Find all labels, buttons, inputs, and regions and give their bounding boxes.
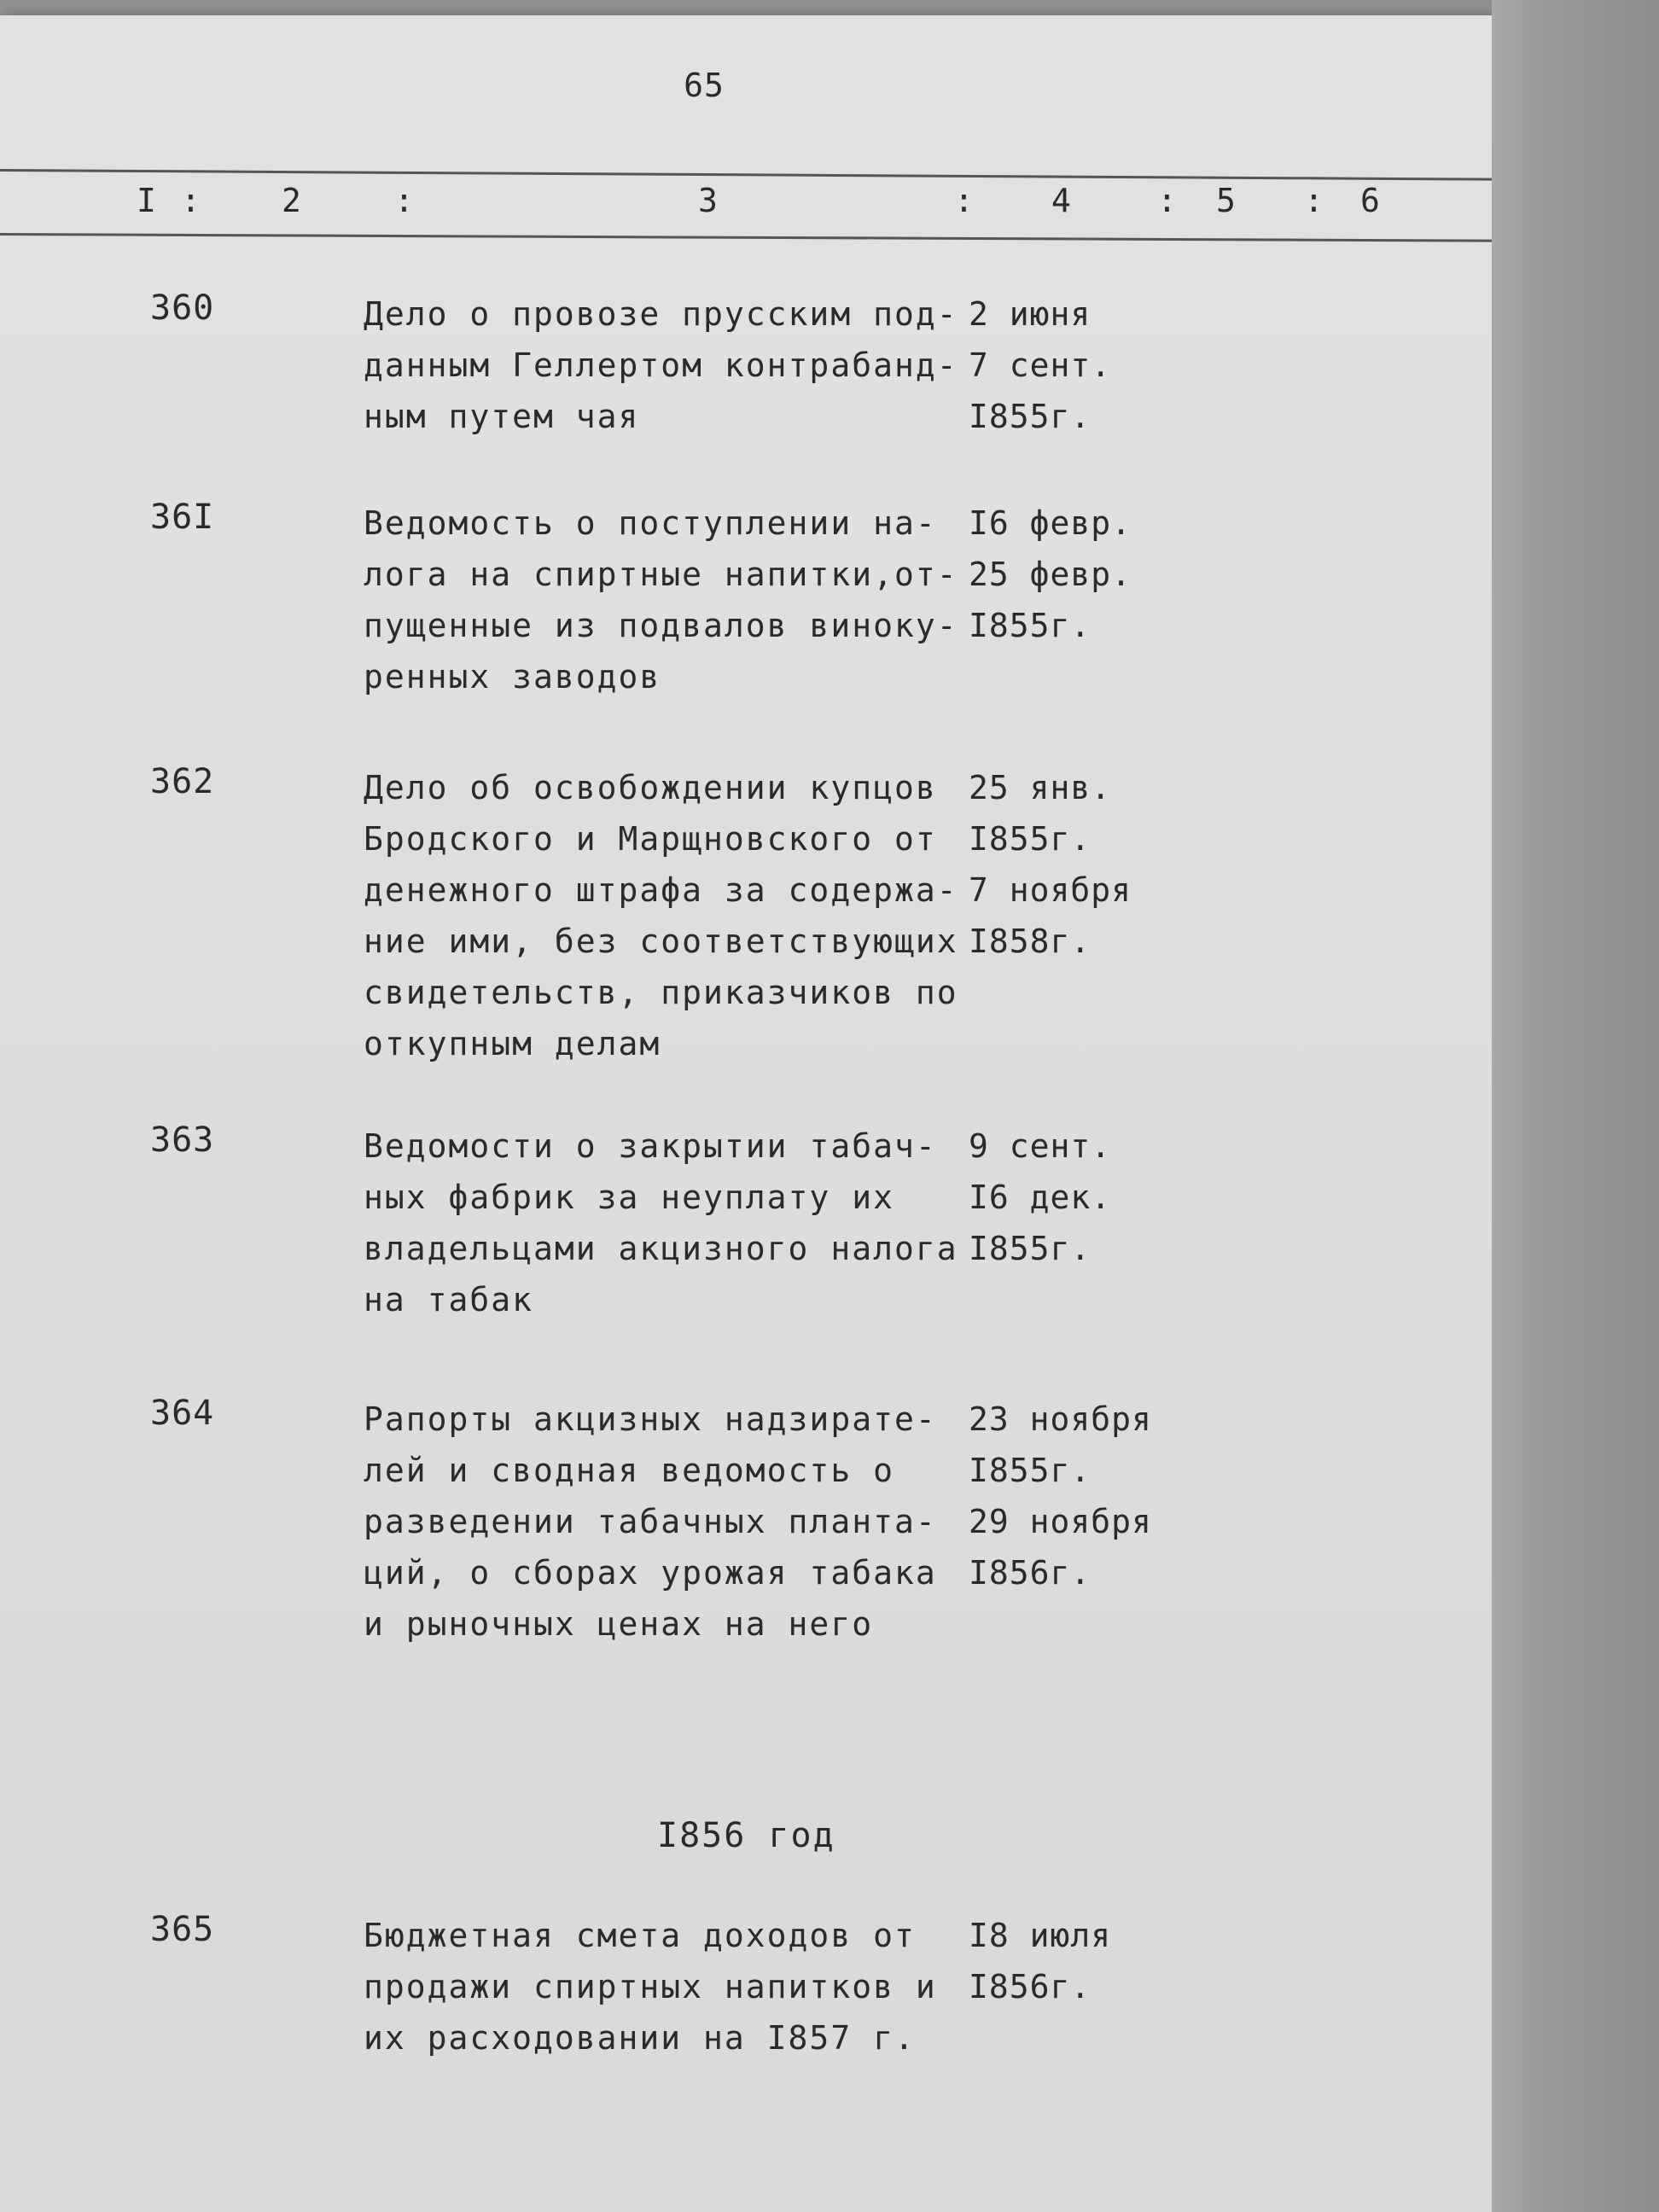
entry-date-line: I855г. [969, 820, 1091, 858]
column-header-4: 4 [1051, 182, 1071, 219]
entry-date-line: 9 сент. [969, 1127, 1112, 1165]
column-header-1: I [137, 182, 156, 219]
entry-title-line: Рапорты акцизных надзирате- [364, 1400, 937, 1438]
entry-title [364, 1910, 961, 2064]
document-page [0, 15, 1492, 2212]
section-year-heading: I856 год [657, 1816, 835, 1855]
entry-title-line: откупным делам [364, 1025, 661, 1062]
entry-title-line: Дело об освобождении купцов [364, 769, 937, 806]
entry-date-line: I855г. [969, 398, 1091, 435]
entry-dates [969, 1394, 1173, 1598]
column-header-separator: : [181, 182, 201, 219]
page-number: 65 [684, 67, 725, 104]
entry-date-line: I855г. [969, 607, 1091, 644]
column-header-separator: : [954, 182, 974, 219]
entry-title-line: ние ими, без соответствующих [364, 923, 958, 960]
entry-title [364, 1394, 961, 1650]
table-top-rule [0, 169, 1492, 181]
entry-title-line: ных фабрик за неуплату их [364, 1179, 894, 1216]
entry-number: 363 [150, 1121, 215, 1160]
entry-title [364, 1121, 961, 1325]
entry-title-line: лей и сводная ведомость о [364, 1452, 894, 1489]
entry-date-line: I6 февр. [969, 504, 1132, 542]
entry-title-line: на табак [364, 1281, 534, 1318]
entry-dates [969, 762, 1173, 967]
entry-title-line: продажи спиртных напитков и [364, 1968, 937, 2005]
entry-title-line: свидетельств, приказчиков по [364, 974, 958, 1011]
entry-title-line: данным Геллертом контрабанд- [364, 346, 958, 384]
entry-title-line: Бродского и Марщновского от [364, 820, 937, 858]
entry-title-line: Ведомости о закрытии табач- [364, 1127, 937, 1165]
entry-date-line: I856г. [969, 1968, 1091, 2005]
entry-dates [969, 1910, 1173, 2012]
entry-date-line: 29 ноября [969, 1503, 1152, 1540]
entry-title-line: пущенные из подвалов виноку- [364, 607, 958, 644]
entry-date-line: 25 февр. [969, 556, 1132, 593]
entry-number: 360 [150, 288, 215, 328]
entry-dates [969, 1121, 1173, 1274]
entry-number: 364 [150, 1394, 215, 1433]
entry-title-line: Ведомость о поступлении на- [364, 504, 937, 542]
entry-title-line: ным путем чая [364, 398, 640, 435]
column-header-2: 2 [282, 182, 301, 219]
column-header-separator: : [1304, 182, 1324, 219]
entry-title-line: Бюджетная смета доходов от [364, 1917, 916, 1954]
entry-title-line: их расходовании на I857 г. [364, 2019, 916, 2057]
entry-title [364, 762, 961, 1069]
entry-date-line: I8 июля [969, 1917, 1112, 1954]
entry-title-line: разведении табачных планта- [364, 1503, 937, 1540]
entry-title [364, 498, 961, 702]
entry-title-line: Дело о провозе прусским под- [364, 295, 958, 333]
entry-date-line: 7 ноября [969, 871, 1132, 909]
entry-date-line: I855г. [969, 1452, 1091, 1489]
column-header-5: 5 [1216, 182, 1236, 219]
entry-date-line: I855г. [969, 1230, 1091, 1267]
entry-date-line: 25 янв. [969, 769, 1112, 806]
entry-title-line: лога на спиртные напитки,от- [364, 556, 958, 593]
entry-title-line: ций, о сборах урожая табака [364, 1554, 937, 1592]
column-header-3: 3 [698, 182, 718, 219]
entry-number: 362 [150, 762, 215, 801]
entry-date-line: 23 ноября [969, 1400, 1152, 1438]
entry-title [364, 288, 961, 442]
entry-date-line: 7 сент. [969, 346, 1112, 384]
page-edge-shadow [1492, 0, 1659, 2212]
entry-date-line: 2 июня [969, 295, 1091, 333]
entry-title-line: ренных заводов [364, 658, 661, 696]
entry-title-line: владельцами акцизного налога [364, 1230, 958, 1267]
entry-date-line: I858г. [969, 923, 1091, 960]
column-header-separator: : [394, 182, 414, 219]
entry-dates [969, 288, 1173, 442]
column-header-6: 6 [1360, 182, 1380, 219]
entry-dates [969, 498, 1173, 651]
entry-number: 36I [150, 498, 215, 537]
table-header-bottom-rule [0, 233, 1492, 242]
entry-date-line: I6 дек. [969, 1179, 1112, 1216]
entry-number: 365 [150, 1910, 215, 1949]
entry-date-line: I856г. [969, 1554, 1091, 1592]
entry-title-line: денежного штрафа за содержа- [364, 871, 958, 909]
entry-title-line: и рыночных ценах на него [364, 1605, 874, 1643]
column-header-separator: : [1157, 182, 1177, 219]
